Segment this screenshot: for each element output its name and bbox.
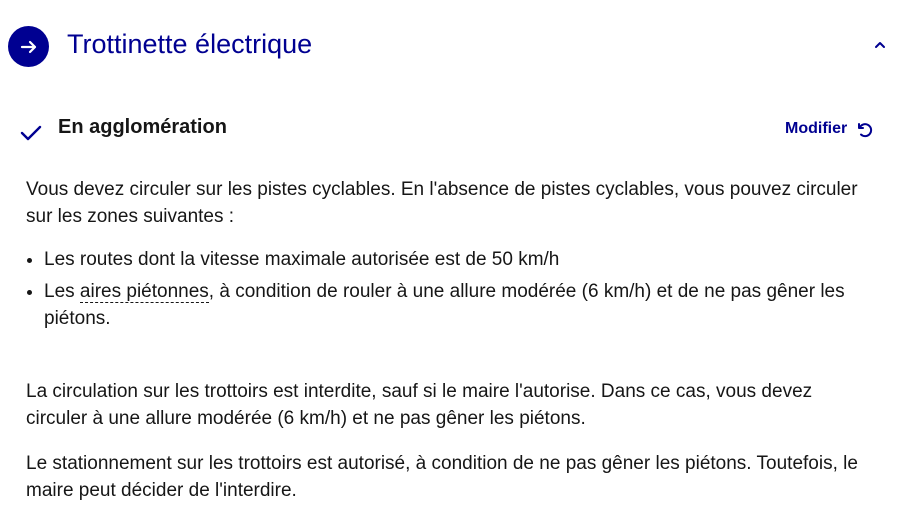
intro-paragraph: Vous devez circuler sur les pistes cyclables. En l'absence de pistes cyclables, vous pouvez circuler sur les zones suivantes :	[26, 179, 858, 227]
section-content	[26, 176, 876, 504]
undo-icon	[855, 120, 873, 138]
sidewalk-parking-paragraph: Le stationnement sur les trottoirs est autorisé, à condition de ne pas gêner les piétons. Toutefois, le maire peut décider de l'interdire.	[26, 453, 858, 501]
section-title: En agglomération	[58, 116, 227, 138]
list-item	[44, 278, 876, 332]
section-header	[0, 110, 898, 154]
list-item-text: Les routes dont la vitesse maximale autorisée est de 50 km/h	[44, 249, 560, 270]
modify-label: Modifier	[785, 120, 848, 137]
modify-button[interactable]	[785, 120, 873, 138]
arrow-right-icon	[8, 26, 49, 67]
list-item	[44, 246, 876, 273]
chevron-up-icon[interactable]	[872, 38, 888, 52]
list-item-prefix: Les	[44, 281, 80, 302]
sidewalk-circulation-paragraph: La circulation sur les trottoirs est interdite, sauf si le maire l'autorise. Dans ce cas, vous devez circuler à une allure modérée (6 km/h) et ne pas gêner les piétons.	[26, 381, 813, 429]
zones-list	[26, 246, 876, 332]
accordion-header[interactable]	[0, 0, 898, 92]
list-item-suffix: , à condition de rouler à une allure modérée (6 km/h) et de ne pas gêner les piétons.	[44, 281, 845, 329]
aires-pietonnes-link[interactable]: aires piétonnes	[79, 281, 209, 302]
check-icon	[20, 122, 42, 144]
accordion-title: Trottinette électrique	[67, 29, 313, 59]
